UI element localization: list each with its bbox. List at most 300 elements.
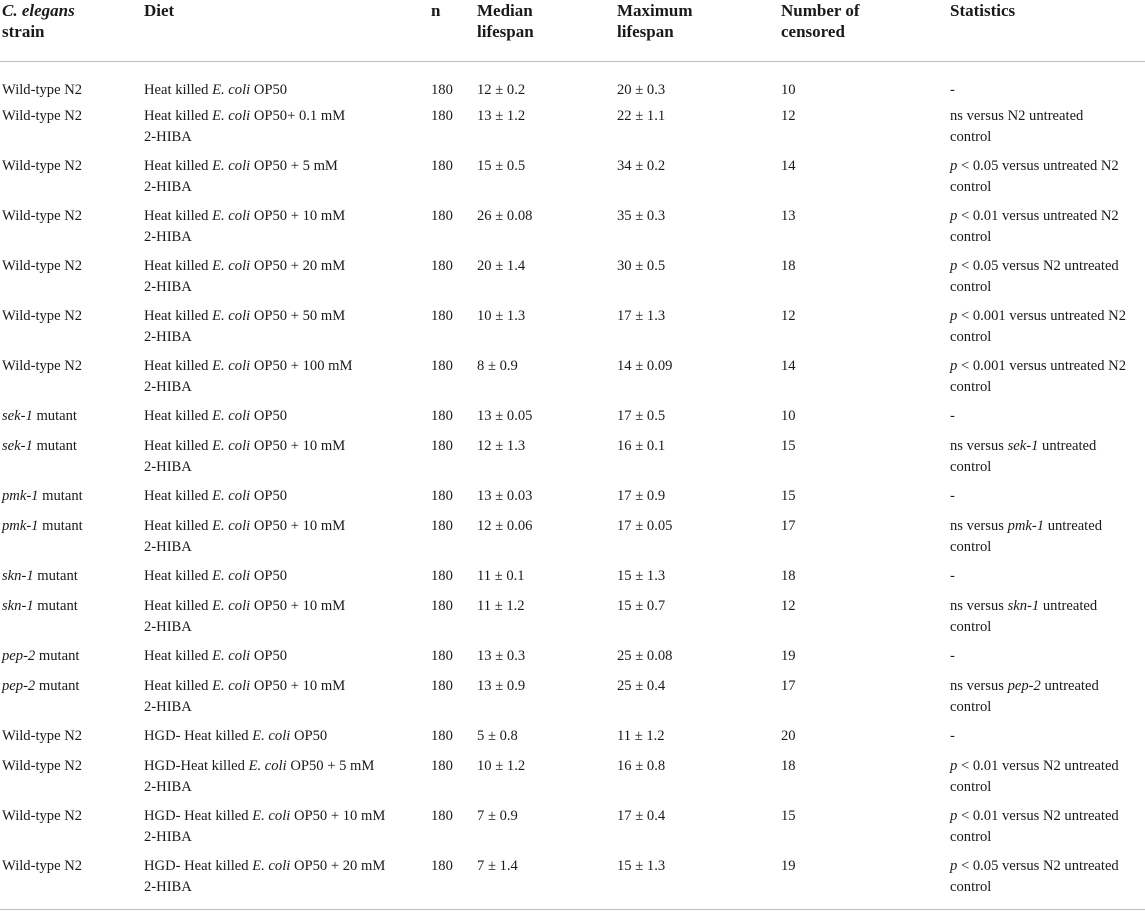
censored-value: 19 [781,858,796,874]
strain-text: mutant [35,648,80,664]
diet-organism: E. coli [212,648,251,664]
cell-strain [0,206,142,256]
cell-strain [0,856,142,910]
cell-stats [948,676,1145,726]
diet-organism: E. coli [248,758,287,774]
max-value: 25 ± 0.4 [617,678,666,694]
header-max-line2: lifespan [617,22,674,41]
median-value: 8 ± 0.9 [477,358,518,374]
cell-n [429,806,475,856]
stat-p: p [950,208,958,224]
cell-diet [142,256,429,306]
stat-line2: control [950,179,992,195]
stat-text: < 0.01 versus N2 untreated [957,808,1119,824]
median-value: 13 ± 0.9 [477,678,526,694]
cell-censored [779,486,948,516]
strain-gene: pmk-1 [2,488,39,504]
cell-median [475,856,615,910]
max-value: 15 ± 1.3 [617,858,666,874]
diet-organism: E. coli [212,158,251,174]
diet-prefix: Heat killed [144,258,213,274]
strain-text: Wild-type N2 [2,108,83,124]
strain-text: Wild-type N2 [2,308,83,324]
cell-strain [0,62,142,107]
diet-organism: E. coli [212,108,251,124]
cell-stats [948,406,1145,436]
cell-strain [0,156,142,206]
cell-n [429,206,475,256]
stat-text: < 0.001 versus untreated N2 [957,358,1127,374]
diet-suffix: OP50 + 100 mM [250,358,353,374]
header-n-label: n [431,1,441,20]
cell-diet [142,436,429,486]
diet-organism: E. coli [212,678,251,694]
median-value: 12 ± 0.2 [477,82,526,98]
diet-suffix: OP50 + 10 mM [250,598,346,614]
header-strain-line1: C. elegans [2,1,75,20]
cell-diet [142,516,429,566]
table-row [0,486,1145,516]
diet-suffix: OP50 [290,728,328,744]
cell-median [475,516,615,566]
cell-censored [779,676,948,726]
cell-max [615,756,779,806]
diet-line2: 2-HIBA [144,229,192,245]
stat-text-after: untreated [1039,598,1098,614]
cell-strain [0,256,142,306]
max-value: 15 ± 0.7 [617,598,666,614]
header-row [0,0,1145,62]
diet-suffix: OP50 [250,408,288,424]
diet-organism: E. coli [212,488,251,504]
censored-value: 10 [781,82,796,98]
max-value: 34 ± 0.2 [617,158,666,174]
table-row [0,356,1145,406]
diet-line2: 2-HIBA [144,329,192,345]
cell-n [429,726,475,756]
table-row [0,106,1145,156]
censored-value: 18 [781,258,796,274]
max-value: 17 ± 0.4 [617,808,666,824]
header-diet [142,0,429,62]
diet-organism: E. coli [212,518,251,534]
header-median-line1: Median [477,1,533,20]
diet-prefix: Heat killed [144,158,213,174]
cell-n [429,566,475,596]
strain-text: Wild-type N2 [2,858,83,874]
median-value: 13 ± 1.2 [477,108,526,124]
diet-organism: E. coli [212,308,251,324]
cell-max [615,62,779,107]
stat-gene: skn-1 [1007,598,1040,614]
diet-organism: E. coli [252,858,291,874]
cell-diet [142,806,429,856]
table-row [0,856,1145,910]
diet-prefix: HGD- Heat killed [144,858,253,874]
stat-text: < 0.05 versus untreated N2 [957,158,1119,174]
n-value: 180 [431,108,453,124]
censored-value: 14 [781,158,796,174]
cell-n [429,596,475,646]
diet-prefix: Heat killed [144,568,213,584]
cell-censored [779,516,948,566]
diet-prefix: Heat killed [144,82,213,98]
diet-organism: E. coli [212,258,251,274]
stat-text: < 0.01 versus untreated N2 [957,208,1119,224]
cell-stats [948,106,1145,156]
cell-censored [779,106,948,156]
strain-text: Wild-type N2 [2,758,83,774]
stat-p: p [950,858,958,874]
cell-censored [779,646,948,676]
diet-suffix: OP50 + 10 mM [250,208,346,224]
diet-organism: E. coli [212,438,251,454]
diet-organism: E. coli [212,568,251,584]
stat-text: - [950,568,955,584]
diet-suffix: OP50 + 5 mM [286,758,375,774]
stat-text: ns versus [950,678,1008,694]
cell-max [615,406,779,436]
cell-diet [142,856,429,910]
cell-median [475,256,615,306]
cell-strain [0,726,142,756]
cell-max [615,486,779,516]
diet-organism: E. coli [212,408,251,424]
cell-max [615,856,779,910]
stat-gene: sek-1 [1007,438,1039,454]
strain-text: Wild-type N2 [2,208,83,224]
cell-median [475,566,615,596]
diet-organism: E. coli [252,808,291,824]
diet-prefix: Heat killed [144,308,213,324]
cell-diet [142,676,429,726]
stat-text-after: untreated [1040,678,1099,694]
diet-prefix: HGD-Heat killed [144,758,249,774]
diet-prefix: Heat killed [144,108,213,124]
table-row [0,646,1145,676]
cell-n [429,156,475,206]
cell-n [429,106,475,156]
n-value: 180 [431,488,453,504]
cell-max [615,516,779,566]
cell-strain [0,596,142,646]
n-value: 180 [431,308,453,324]
censored-value: 10 [781,408,796,424]
cell-stats [948,596,1145,646]
median-value: 7 ± 0.9 [477,808,518,824]
cell-median [475,106,615,156]
diet-suffix: OP50 [250,568,288,584]
table-row [0,156,1145,206]
cell-censored [779,726,948,756]
cell-n [429,856,475,910]
censored-value: 12 [781,308,796,324]
cell-strain [0,676,142,726]
median-value: 20 ± 1.4 [477,258,526,274]
table-row [0,256,1145,306]
strain-gene: pmk-1 [2,518,39,534]
cell-max [615,106,779,156]
cell-n [429,406,475,436]
cell-median [475,356,615,406]
stat-text: ns versus N2 untreated [950,108,1084,124]
cell-stats [948,806,1145,856]
stat-line2: control [950,229,992,245]
cell-max [615,646,779,676]
cell-max [615,156,779,206]
diet-line2: 2-HIBA [144,459,192,475]
stat-text: ns versus [950,598,1008,614]
strain-text: mutant [35,678,80,694]
strain-text: mutant [38,488,83,504]
diet-prefix: Heat killed [144,408,213,424]
n-value: 180 [431,408,453,424]
header-diet-label: Diet [144,1,175,20]
diet-suffix: OP50 + 10 mM [250,678,346,694]
stat-text: < 0.05 versus N2 untreated [957,258,1119,274]
strain-gene: pep-2 [2,648,36,664]
stat-line2: control [950,459,992,475]
censored-value: 15 [781,808,796,824]
cell-censored [779,806,948,856]
cell-censored [779,356,948,406]
diet-prefix: Heat killed [144,648,213,664]
cell-stats [948,306,1145,356]
cell-stats [948,206,1145,256]
cell-n [429,676,475,726]
censored-value: 12 [781,108,796,124]
diet-suffix: OP50 + 10 mM [250,518,346,534]
cell-diet [142,206,429,256]
stat-line2: control [950,879,992,895]
median-value: 10 ± 1.2 [477,758,526,774]
diet-prefix: Heat killed [144,208,213,224]
cell-stats [948,256,1145,306]
median-value: 13 ± 0.3 [477,648,526,664]
header-median-line2: lifespan [477,22,534,41]
stat-gene: pep-2 [1007,678,1041,694]
diet-line2: 2-HIBA [144,379,192,395]
max-value: 35 ± 0.3 [617,208,666,224]
header-censored-line2: censored [781,22,845,41]
diet-suffix: OP50 + 20 mM [250,258,346,274]
n-value: 180 [431,438,453,454]
strain-text: mutant [33,568,78,584]
table-row [0,436,1145,486]
table-row [0,676,1145,726]
cell-censored [779,256,948,306]
header-n [429,0,475,62]
diet-line2: 2-HIBA [144,179,192,195]
censored-value: 18 [781,568,796,584]
header-stats [948,0,1145,62]
cell-max [615,726,779,756]
table-row [0,806,1145,856]
censored-value: 12 [781,598,796,614]
censored-value: 19 [781,648,796,664]
n-value: 180 [431,82,453,98]
cell-censored [779,62,948,107]
stat-p: p [950,308,958,324]
table-row [0,756,1145,806]
cell-stats [948,486,1145,516]
strain-text: Wild-type N2 [2,358,83,374]
median-value: 11 ± 1.2 [477,598,525,614]
diet-organism: E. coli [212,598,251,614]
median-value: 13 ± 0.05 [477,408,533,424]
cell-stats [948,62,1145,107]
header-median [475,0,615,62]
table-header [0,0,1145,62]
n-value: 180 [431,358,453,374]
cell-median [475,726,615,756]
n-value: 180 [431,728,453,744]
diet-organism: E. coli [212,82,251,98]
cell-max [615,806,779,856]
cell-censored [779,206,948,256]
strain-gene: sek-1 [2,408,33,424]
cell-max [615,306,779,356]
censored-value: 17 [781,518,796,534]
n-value: 180 [431,678,453,694]
cell-censored [779,566,948,596]
median-value: 13 ± 0.03 [477,488,533,504]
n-value: 180 [431,158,453,174]
diet-organism: E. coli [252,728,291,744]
censored-value: 20 [781,728,796,744]
strain-gene: skn-1 [2,598,34,614]
stat-line2: control [950,279,992,295]
cell-stats [948,566,1145,596]
cell-max [615,206,779,256]
diet-suffix: OP50 + 50 mM [250,308,346,324]
diet-line2: 2-HIBA [144,829,192,845]
diet-suffix: OP50 [250,488,288,504]
stat-line2: control [950,329,992,345]
diet-line2: 2-HIBA [144,779,192,795]
cell-median [475,486,615,516]
table-row [0,206,1145,256]
cell-diet [142,306,429,356]
n-value: 180 [431,758,453,774]
stat-p: p [950,158,958,174]
header-max [615,0,779,62]
median-value: 5 ± 0.8 [477,728,518,744]
stat-p: p [950,808,958,824]
stat-line2: control [950,619,992,635]
cell-n [429,646,475,676]
diet-prefix: Heat killed [144,678,213,694]
n-value: 180 [431,598,453,614]
stat-text: < 0.001 versus untreated N2 [957,308,1127,324]
stat-text: ns versus [950,438,1008,454]
stat-p: p [950,358,958,374]
cell-diet [142,156,429,206]
diet-suffix: OP50+ 0.1 mM [250,108,346,124]
table-row [0,516,1145,566]
stat-p: p [950,758,958,774]
n-value: 180 [431,258,453,274]
diet-line2: 2-HIBA [144,129,192,145]
cell-censored [779,406,948,436]
cell-censored [779,436,948,486]
cell-median [475,596,615,646]
max-value: 25 ± 0.08 [617,648,673,664]
cell-n [429,256,475,306]
stat-line2: control [950,129,992,145]
stat-text: - [950,408,955,424]
header-censored [779,0,948,62]
n-value: 180 [431,808,453,824]
cell-stats [948,436,1145,486]
cell-max [615,256,779,306]
cell-strain [0,566,142,596]
cell-diet [142,566,429,596]
cell-censored [779,756,948,806]
cell-max [615,676,779,726]
cell-median [475,646,615,676]
max-value: 17 ± 0.05 [617,518,673,534]
diet-suffix: OP50 [250,82,288,98]
stat-p: p [950,258,958,274]
diet-prefix: Heat killed [144,488,213,504]
max-value: 20 ± 0.3 [617,82,666,98]
cell-censored [779,306,948,356]
max-value: 11 ± 1.2 [617,728,665,744]
cell-stats [948,356,1145,406]
cell-strain [0,516,142,566]
max-value: 15 ± 1.3 [617,568,666,584]
diet-prefix: Heat killed [144,518,213,534]
cell-censored [779,156,948,206]
cell-n [429,436,475,486]
cell-censored [779,596,948,646]
stat-text-after: untreated [1038,438,1097,454]
table-body [0,62,1145,910]
strain-text: mutant [38,518,83,534]
diet-suffix: OP50 + 10 mM [290,808,386,824]
diet-line2: 2-HIBA [144,619,192,635]
cell-n [429,486,475,516]
cell-max [615,566,779,596]
table-row [0,596,1145,646]
strain-text: mutant [32,438,77,454]
diet-prefix: Heat killed [144,438,213,454]
diet-prefix: Heat killed [144,598,213,614]
cell-median [475,156,615,206]
cell-strain [0,406,142,436]
cell-strain [0,106,142,156]
cell-max [615,356,779,406]
cell-diet [142,406,429,436]
stat-text: - [950,648,955,664]
censored-value: 15 [781,438,796,454]
n-value: 180 [431,648,453,664]
max-value: 17 ± 1.3 [617,308,666,324]
censored-value: 18 [781,758,796,774]
strain-text: mutant [33,598,78,614]
cell-stats [948,756,1145,806]
cell-median [475,436,615,486]
table-row [0,406,1145,436]
strain-text: mutant [32,408,77,424]
cell-diet [142,106,429,156]
stat-text: - [950,82,955,98]
header-censored-line1: Number of [781,1,860,20]
cell-strain [0,436,142,486]
stat-line2: control [950,379,992,395]
median-value: 12 ± 1.3 [477,438,526,454]
